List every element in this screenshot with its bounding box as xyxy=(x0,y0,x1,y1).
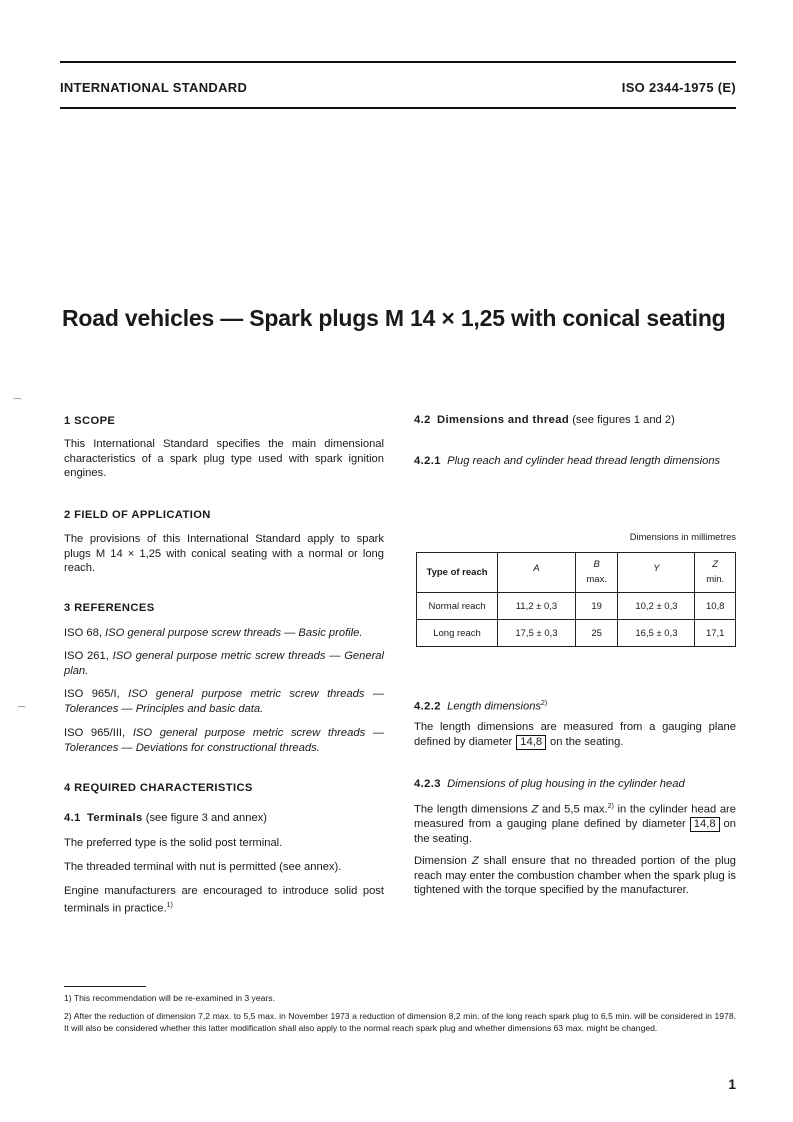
footnote-ref: 2) xyxy=(541,700,548,707)
footnote-ref: 2) xyxy=(607,803,614,810)
table-cell: 16,5 ± 0,3 xyxy=(618,620,695,647)
boxed-dimension: 14,8 xyxy=(516,735,546,750)
boxed-dimension: 14,8 xyxy=(690,817,720,832)
table-header-cell: Type of reach xyxy=(417,553,498,593)
table-header-cell: B max. xyxy=(575,553,618,593)
section-4-2-heading: 4.2 Dimensions and thread (see figures 1 and 2) xyxy=(414,414,675,426)
section-4-heading: 4 REQUIRED CHARACTERISTICS xyxy=(64,782,253,794)
table-cell: 19 xyxy=(575,593,618,620)
section-4-2-1-heading: 4.2.1 Plug reach and cylinder head thread length dimensions xyxy=(414,455,721,467)
table-cell: 25 xyxy=(575,620,618,647)
footnote: 1) This recommendation will be re-examined in 3 years. xyxy=(64,993,275,1003)
paragraph: Engine manufacturers are encouraged to introduce solid post terminals in practice.$^{1)}$ xyxy=(64,885,384,915)
footnote-ref: 1) xyxy=(166,901,173,909)
paragraph: The length dimensions are measured from a gauging plane defined by diameter 14,8 on the seating. xyxy=(414,721,736,748)
section-4-1-heading: 4.1 Terminals (see figure 3 and annex) xyxy=(64,812,267,824)
table-row xyxy=(417,620,736,647)
paragraph: Dimension Z shall ensure that no threaded portion of the plug reach may enter the combustion chamber when the spark plug is tightened with the torque specified by the manufacturer. xyxy=(414,855,737,897)
reference-item: ISO 68, ISO general purpose screw threads — Basic profile. xyxy=(64,627,363,639)
page-number: 1 xyxy=(728,1076,736,1092)
section-4-2-2-heading: 4.2.2 Length dimensions$^{2)}$ xyxy=(414,700,548,713)
reference-item: ISO 965/III, ISO general purpose metric screw threads — Tolerances — Deviations for constructional threads. xyxy=(64,727,385,754)
header-rule xyxy=(60,107,736,109)
standard-number: ISO 2344-1975 (E) xyxy=(621,80,736,95)
table-cell: 17,1 xyxy=(695,620,736,647)
table-cell: 10,8 xyxy=(695,593,736,620)
dimensions-table xyxy=(416,552,736,647)
section-2-heading: 2 FIELD OF APPLICATION xyxy=(64,509,211,521)
table-row xyxy=(417,593,736,620)
margin-mark: ⁀ xyxy=(18,706,26,716)
table-header-cell: A xyxy=(498,553,576,593)
margin-mark: ⁀ xyxy=(14,398,22,408)
standard-label: INTERNATIONAL STANDARD xyxy=(60,80,248,95)
section-3-heading: 3 REFERENCES xyxy=(64,602,155,614)
document-title: Road vehicles — Spark plugs M 14 × 1,25 with conical seating xyxy=(62,305,726,331)
dimensions-caption: Dimensions in millimetres xyxy=(629,531,736,542)
footnote: 2) After the reduction of dimension 7,2 max. to 5,5 max. in November 1973 a reduction of dimension 8,2 min. of the long reach spark plug to 6,5 min. will be considered in 1978. It will also be considered whether this latter modification shall also apply to the normal reach spark plug and whether dimensions 63 max. might be changed. xyxy=(64,1011,736,1034)
table-header-cell: Z min. xyxy=(695,553,736,593)
table-header-row xyxy=(417,553,736,593)
reference-item: ISO 965/I, ISO general purpose metric screw threads — Tolerances — Principles and basic data. xyxy=(64,688,385,715)
table-cell: 10,2 ± 0,3 xyxy=(618,593,695,620)
footnote-rule xyxy=(64,986,146,987)
table-cell: 11,2 ± 0,3 xyxy=(498,593,576,620)
table-header-cell: Y xyxy=(618,553,695,593)
section-1-heading: 1 SCOPE xyxy=(64,415,116,427)
section-2-text: The provisions of this International Standard apply to spark plugs M 14 × 1,25 with conical seating with a normal or long reach. xyxy=(64,533,384,575)
table-cell: 17,5 ± 0,3 xyxy=(498,620,576,647)
reference-item: ISO 261, ISO general purpose metric screw threads — General plan. xyxy=(64,650,385,677)
section-1-text: This International Standard specifies the main dimensional characteristics of a spark plug type used with spark ignition engines. xyxy=(64,438,384,480)
section-4-2-3-heading: 4.2.3 Dimensions of plug housing in the cylinder head xyxy=(414,778,685,790)
paragraph: The preferred type is the solid post terminal. xyxy=(64,837,283,849)
paragraph: The length dimensions Z and 5,5 max.$^{2)}$ in the cylinder head are measured from a gauging plane defined by diameter 14,8 on the seating. xyxy=(414,803,736,846)
paragraph: The threaded terminal with nut is permitted (see annex). xyxy=(64,861,342,873)
top-rule xyxy=(60,61,736,63)
table-cell: Long reach xyxy=(417,620,498,647)
table-cell: Normal reach xyxy=(417,593,498,620)
